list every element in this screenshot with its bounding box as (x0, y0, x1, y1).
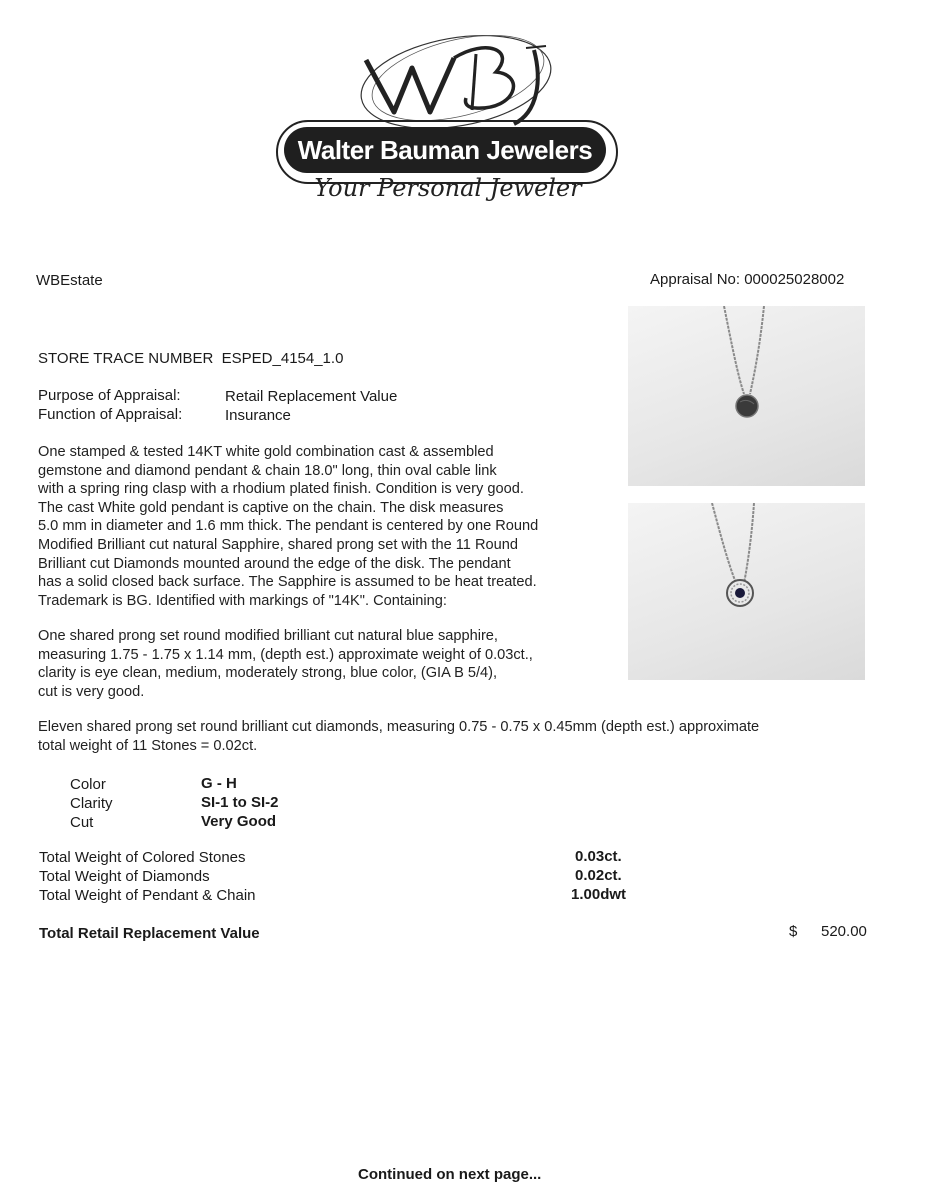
description-line: gemstone and diamond pendant & chain 18.0" long, thin oval cable link (38, 462, 497, 479)
retail-currency: $ (789, 923, 798, 940)
retail-amount: 520.00 (821, 923, 867, 940)
description-line: The cast White gold pendant is captive on the chain. The disk measures (38, 499, 504, 516)
wbj-monogram (346, 20, 556, 130)
total-colored-value: 0.03ct. (575, 848, 622, 865)
total-diamonds-value: 0.02ct. (575, 867, 622, 884)
grade-value-color: G - H (201, 775, 237, 792)
brand-name: Walter Bauman Jewelers (284, 127, 606, 173)
description-line: with a spring ring clasp with a rhodium plated finish. Condition is very good. (38, 481, 524, 498)
description-line: Modified Brilliant cut natural Sapphire, shared prong set with the 11 Round (38, 536, 518, 553)
pendant-photo-front (628, 503, 865, 680)
sapphire-description (38, 627, 533, 701)
purpose-value: Retail Replacement Value (225, 388, 398, 405)
tagline: Your Personal Jeweler (314, 174, 582, 202)
description-line: has a solid closed back surface. The Sapphire is assumed to be heat treated. (38, 574, 537, 591)
item-description (38, 443, 538, 610)
sapphire-line: One shared prong set round modified brilliant cut natural blue sapphire, (38, 628, 498, 644)
store-trace-line (38, 350, 343, 369)
grade-value-clarity: SI-1 to SI-2 (201, 794, 279, 811)
trace-number: ESPED_4154_1.0 (221, 350, 344, 367)
appraisal-number-line (650, 271, 844, 290)
total-pendant-value: 1.00dwt (571, 886, 627, 903)
diamond-line: Eleven shared prong set round brilliant cut diamonds, measuring 0.75 - 0.75 x 0.45mm (depth est.) approximate (38, 719, 760, 735)
grade-value-cut: Very Good (201, 813, 277, 830)
description-line: Brilliant cut Diamonds mounted around the edge of the disk. The pendant (38, 555, 511, 572)
trace-label: STORE TRACE NUMBER (38, 350, 214, 367)
total-diamonds-label: Total Weight of Diamonds (39, 868, 210, 885)
sapphire-line: measuring 1.75 - 1.75 x 1.14 mm, (depth est.) approximate weight of 0.03ct., (38, 646, 533, 663)
appraisal-number: 000025028002 (744, 271, 845, 288)
function-value: Insurance (225, 407, 291, 424)
description-line: Trademark is BG. Identified with markings of "14K". Containing: (38, 592, 447, 609)
grade-label-color: Color (70, 776, 106, 793)
pendant-photo-back (628, 306, 865, 486)
store-name: WBEstate (36, 272, 103, 289)
total-pendant-label: Total Weight of Pendant & Chain (39, 887, 256, 904)
sapphire-line: cut is very good. (38, 683, 145, 700)
retail-value-label: Total Retail Replacement Value (39, 925, 260, 942)
sapphire-line: clarity is eye clean, medium, moderately strong, blue color, (GIA B 5/4), (38, 665, 498, 682)
purpose-label: Purpose of Appraisal: (38, 387, 181, 404)
company-logo (276, 20, 620, 205)
diamond-line: total weight of 11 Stones = 0.02ct. (38, 737, 258, 754)
description-line: One stamped & tested 14KT white gold combination cast & assembled (38, 444, 494, 460)
function-label: Function of Appraisal: (38, 406, 183, 423)
total-colored-label: Total Weight of Colored Stones (39, 849, 246, 866)
continued-note: Continued on next page... (358, 1166, 542, 1183)
diamond-description (38, 718, 759, 755)
description-line: 5.0 mm in diameter and 1.6 mm thick. The pendant is centered by one Round (38, 518, 539, 535)
grade-label-cut: Cut (70, 814, 94, 831)
appraisal-label: Appraisal No: (650, 271, 741, 288)
grade-label-clarity: Clarity (70, 795, 113, 812)
